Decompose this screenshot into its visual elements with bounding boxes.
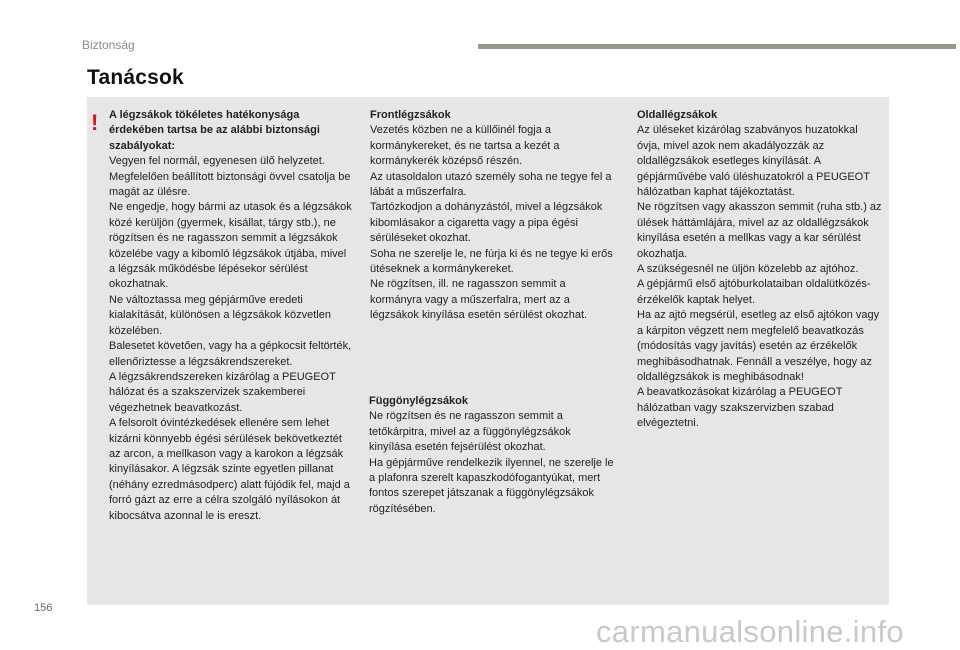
- general-rules-body: Vegyen fel normál, egyenesen ülő helyzetet. Megfelelően beállított biztonsági övvel csatolja be magát az ülésre. Ne engedje, hogy bármi az utasok és a légzsákok közé kerüljön (gyermek, kisállat, tárgy stb.), ne rögzítsen és ne ragasszon semmit a légzsákok közelébe vagy a kibomló légzsákok útjába, mivel a légzsák működésbe lépésekor sérülést okozhatnak. Ne változtassa meg gépjárműve eredeti kialakítását, különösen a légzsákok közvetlen közelében. Balesetet követően, vagy ha a gépkocsit feltörték, ellenőriztesse a légzsákrendszereket. A légzsákrendszereken kizárólag a PEUGEOT hálózat és a szakszervizek szakemberei végezhetnek beavatkozást. A felsorolt óvintézkedések ellenére sem lehet kizárni könnyebb égési sérülések bekövetkeztét az arcon, a mellkason vagy a karokon a légzsák kinyílásakor. A légzsák szinte egyetlen pillanat (néhány ezredmásodperc) alatt fújódik fel, majd a forró gázt az erre a célra szolgáló nyílásokon át kibocsátva azonnal le is ereszt.: [109, 155, 352, 522]
- general-rules-heading: A légzsákok tökéletes hatékonysága érdekében tartsa be az alábbi biztonsági szabályokat:: [109, 109, 320, 152]
- page-title: Tanácsok: [87, 66, 184, 89]
- side-airbags-body: Az üléseket kizárólag szabványos huzatokkal óvja, mivel azok nem akadályozzák az oldallégzsákok esetleges kinyílását. A gépjárművébe való üléshuzatokról a PEUGEOT hálózatban kaphat tájékoztatást. Ne rögzítsen vagy akasszon semmit (ruha stb.) az ülések háttámlájára, mivel az az oldallégzsákok kinyílása esetén a mellkas vagy a kar sérülést okozhatja. A szükségesnél ne üljön közelebb az ajtóhoz. A gépjármű első ajtóburkolataiban oldalütközés-érzékelők kaptak helyet. Ha az ajtó megsérül, esetleg az első ajtókon vagy a kárpiton végzett nem megfelelő beavatkozás (módosítás vagy javítás) esetén az érzékelők meghibásodhatnak. Fennáll a veszélye, hogy az oldallégzsákok is meghibásodnak! A beavatkozásokat kizárólag a PEUGEOT hálózatban vagy szakszervizben szabad elvégeztetni.: [637, 124, 882, 430]
- curtain-airbags-body: Ne rögzítsen és ne ragasszon semmit a tetőkárpitra, mivel az a függönylégzsákok kinyílása esetén fejsérülést okozhat. Ha gépjárműve rendelkezik ilyennel, ne szerelje le a plafonra szerelt kapaszkodófogantyúkat, mert fontos szerepet játszanak a függönylégzsákok rögzítésében.: [369, 410, 614, 515]
- curtain-airbags-heading: Függönylégzsákok: [369, 395, 469, 407]
- watermark: carmanualsonline.info: [596, 614, 904, 649]
- warning-icon: !: [91, 110, 99, 135]
- header-rule: [478, 44, 956, 49]
- front-airbags-body: Vezetés közben ne a küllőinél fogja a kormánykereket, és ne tartsa a kezét a kormánykerék középső részén. Az utasoldalon utazó személy soha ne tegye fel a lábát a műszerfalra. Tartózkodjon a dohányzástól, mivel a légzsákok kibomlásakor a cigaretta vagy a pipa égési sérüléseket okozhat. Soha ne szerelje le, ne fúrja ki és ne tegye ki erős ütéseknek a kormánykereket. Ne rögzítsen, ill. ne ragasszon semmit a kormányra vagy a műszerfalra, mert az a légzsákok kinyílása esetén sérülést okozhat.: [370, 124, 613, 322]
- front-airbags-heading: Frontlégzsákok: [370, 109, 451, 121]
- section-label: Biztonság: [82, 38, 135, 52]
- column-curtain-airbags: [369, 394, 615, 517]
- page-number: 156: [34, 602, 53, 614]
- side-airbags-heading: Oldallégzsákok: [637, 109, 718, 121]
- column-front-airbags: [370, 108, 614, 324]
- column-general-rules: [109, 108, 352, 524]
- column-side-airbags: [637, 108, 883, 432]
